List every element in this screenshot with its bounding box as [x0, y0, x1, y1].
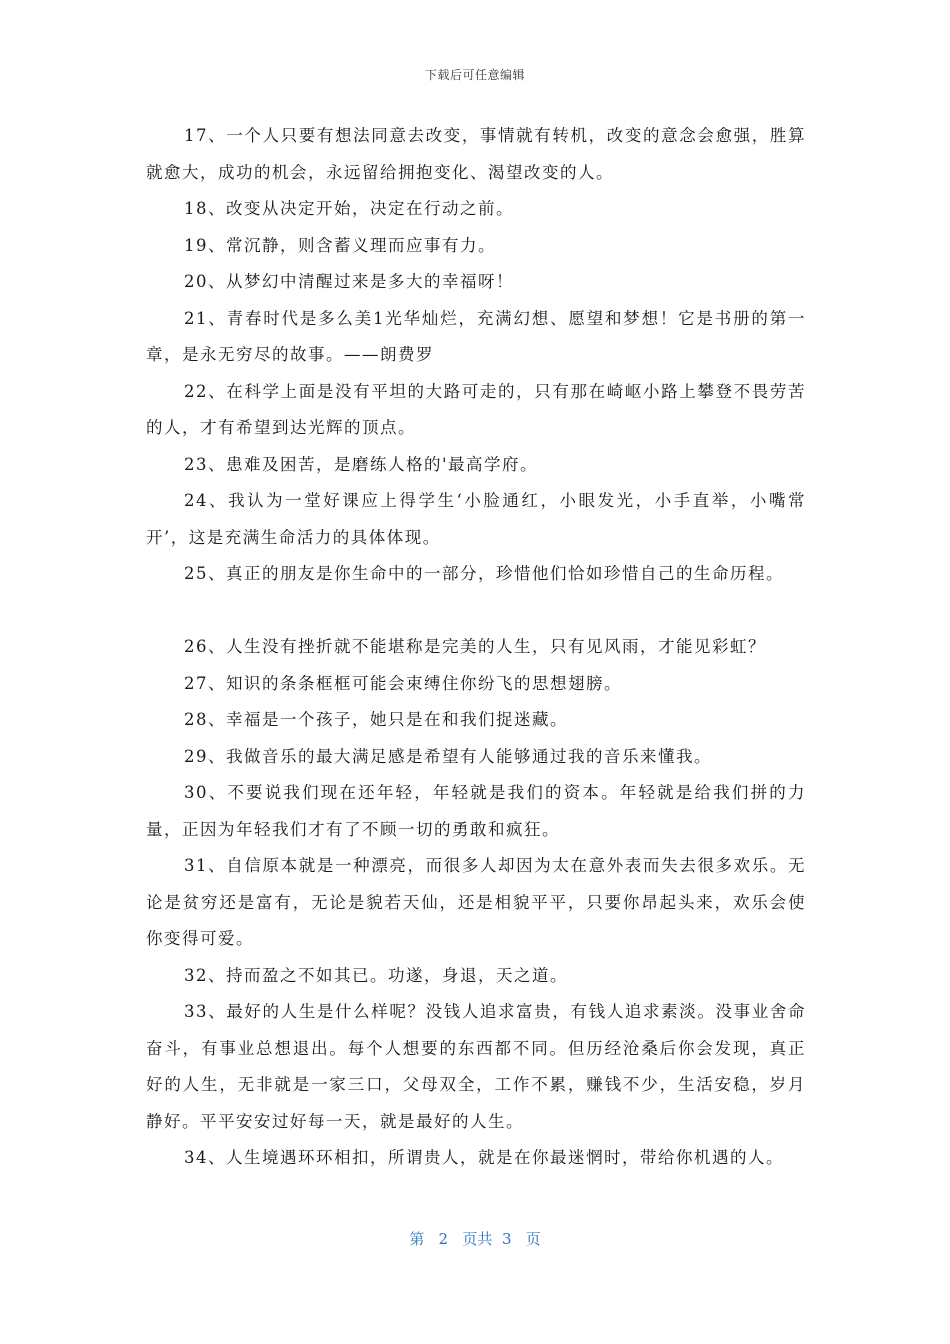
- paragraph-24: 24、我认为一堂好课应上得学生‘小脸通红，小眼发光，小手直举，小嘴常开’，这是充满生命活力的具体体现。: [146, 491, 806, 547]
- paragraph-31: 31、自信原本就是一种漂亮，而很多人却因为太在意外表而失去很多欢乐。无论是贫穷还是富有，无论是貌若天仙，还是相貌平平，只要你昂起头来，欢乐会使你变得可爱。: [146, 856, 806, 948]
- page-header: 下载后可任意编辑: [424, 68, 525, 82]
- page-suffix: 页: [525, 1230, 541, 1248]
- paragraph-18: 18、改变从决定开始，决定在行动之前。: [184, 199, 514, 218]
- page-middle: 页共: [462, 1230, 493, 1248]
- paragraph-27: 27、知识的条条框框可能会束缚住你纷飞的思想翅膀。: [184, 673, 622, 693]
- total-pages-number: 3: [501, 1230, 512, 1248]
- paragraph-29: 29、我做音乐的最大满足感是希望有人能够通过我的音乐来懂我。: [184, 746, 712, 766]
- paragraph-32: 32、持而盈之不如其已。功遂，身退，天之道。: [184, 965, 568, 985]
- paragraph-33: 33、最好的人生是什么样呢？没钱人追求富贵，有钱人追求素淡。没事业舍命奋斗，有事业总想退出。每个人想要的东西都不同。但历经沧桑后你会发现，真正好的人生，无非就是一家三口，父母双全，工作不累，赚钱不少，生活安稳，岁月静好。平平安安过好每一天，就是最好的人生。: [146, 1002, 806, 1131]
- page-prefix: 第: [409, 1230, 425, 1248]
- paragraph-26: 26、人生没有挫折就不能堪称是完美的人生，只有见风雨，才能见彩虹？: [184, 637, 766, 656]
- document-body: [146, 118, 806, 1177]
- paragraph-21: 21、青春时代是多么美1光华灿烂，充满幻想、愿望和梦想！它是书册的第一章，是永无穷尽的故事。——朗费罗: [146, 308, 806, 364]
- paragraph-22: 22、在科学上面是没有平坦的大路可走的，只有那在崎岖小路上攀登不畏劳苦的人，才有希望到达光辉的顶点。: [146, 381, 806, 437]
- paragraph-23: 23、患难及困苦，是磨练人格的'最高学府。: [184, 454, 539, 474]
- paragraph-34: 34、人生境遇环环相扣，所谓贵人，就是在你最迷惘时，带给你机遇的人。: [184, 1148, 784, 1167]
- paragraph-28: 28、幸福是一个孩子，她只是在和我们捉迷藏。: [184, 710, 568, 729]
- blank-line: [146, 593, 806, 630]
- paragraph-17: 17、一个人只要有想法同意去改变，事情就有转机，改变的意念会愈强，胜算就愈大，成功的机会，永远留给拥抱变化、渴望改变的人。: [146, 126, 806, 182]
- page-footer: [0, 1228, 950, 1249]
- paragraph-30: 30、不要说我们现在还年轻，年轻就是我们的资本。年轻就是给我们拼的力量，正因为年轻我们才有了不顾一切的勇敢和疯狂。: [146, 783, 806, 839]
- paragraph-25: 25、真正的朋友是你生命中的一部分，珍惜他们恰如珍惜自己的生命历程。: [184, 564, 784, 583]
- paragraph-20: 20、从梦幻中清醒过来是多大的幸福呀！: [184, 272, 514, 291]
- paragraph-19: 19、常沉静，则含蓄义理而应事有力。: [184, 235, 496, 255]
- current-page-number: 2: [438, 1230, 449, 1248]
